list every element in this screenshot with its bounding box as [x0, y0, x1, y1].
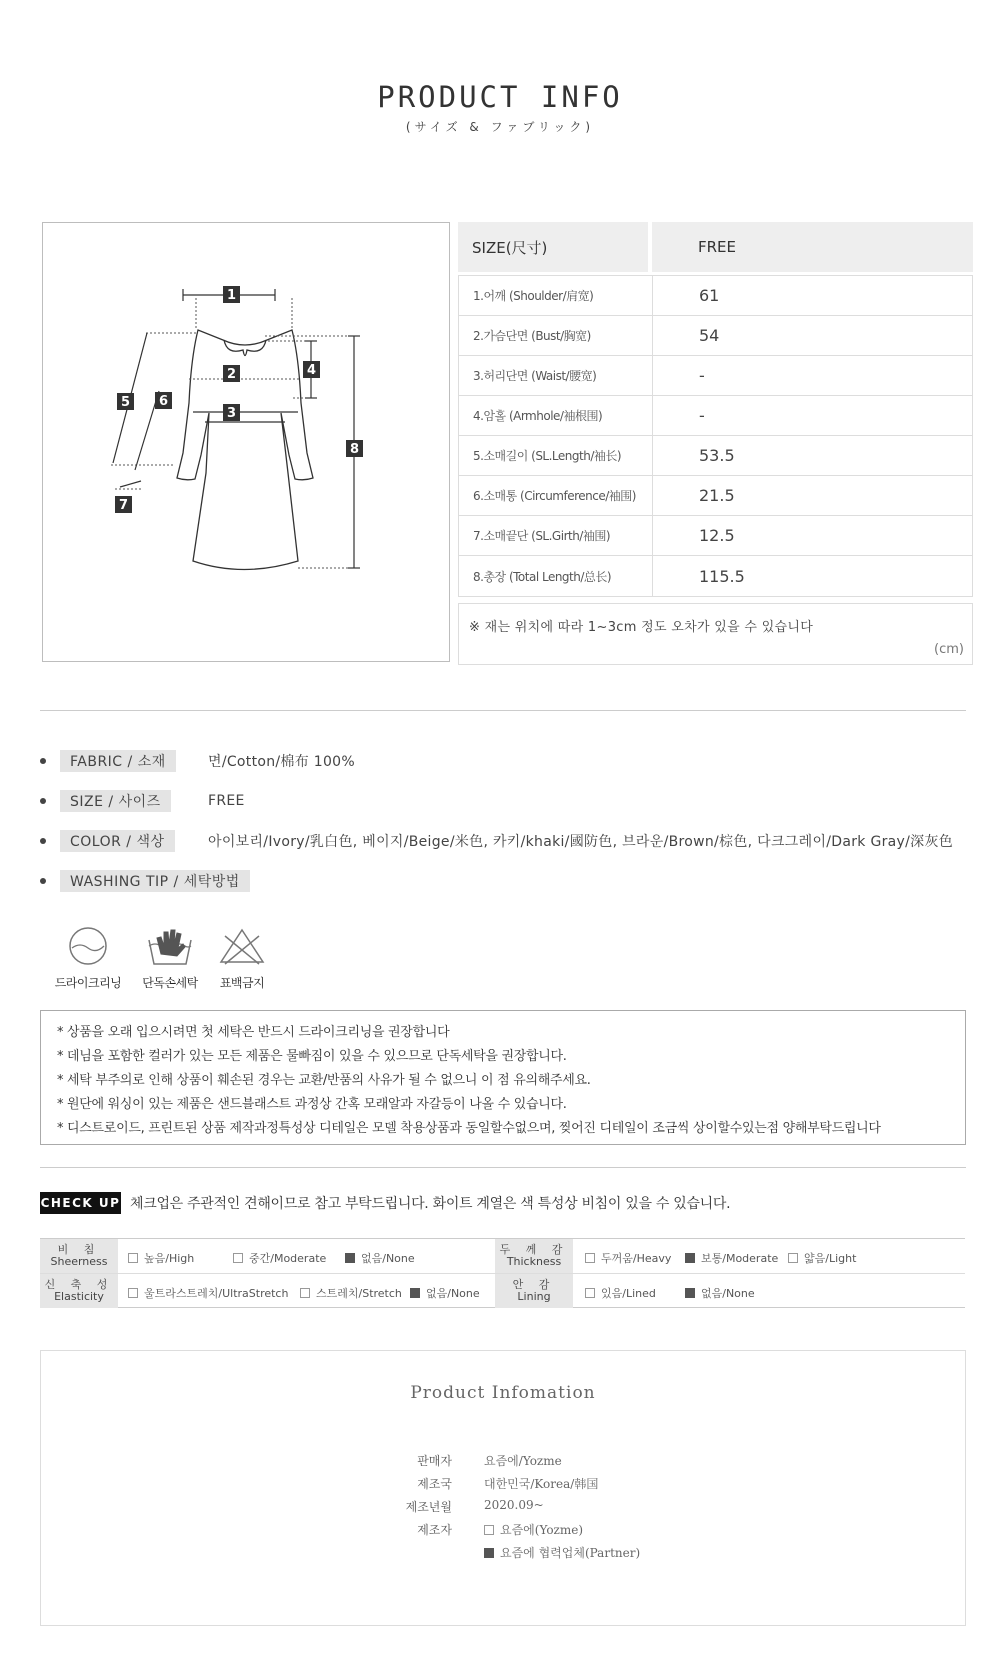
thickness-option-heavy[interactable] — [585, 1250, 671, 1266]
size-diagram — [42, 222, 450, 662]
unit-label: (cm) — [934, 642, 964, 657]
country-label: 제조국 — [417, 1477, 452, 1491]
option-label: 울트라스트레치/UltraStretch — [144, 1287, 289, 1300]
row-label: 2.가슴단면 (Bust/胸宽) — [459, 316, 653, 355]
marker-5-label: 5 — [120, 395, 131, 410]
checkbox-checked-icon — [410, 1288, 420, 1298]
country-value: 대한민국/Korea/韩国 — [484, 1477, 599, 1491]
table-row — [459, 476, 972, 516]
no-bleach-label: 표백금지 — [219, 976, 265, 990]
option-label: 없음/None — [701, 1287, 755, 1300]
lining-option-none[interactable] — [685, 1285, 755, 1301]
row-label: 5.소매길이 (SL.Length/袖长) — [459, 436, 653, 475]
maker-option-partner[interactable] — [484, 1544, 640, 1561]
bullet-icon — [40, 758, 46, 764]
marker-4-label: 4 — [306, 363, 317, 378]
check-up-badge: CHECK UP — [40, 1192, 121, 1214]
checkbox-icon — [128, 1253, 138, 1263]
row-value: - — [699, 406, 705, 425]
lining-label-en: Lining — [517, 1290, 551, 1303]
checkbox-checked-icon — [685, 1253, 695, 1263]
size-table-header — [458, 222, 973, 272]
seller-label: 판매자 — [417, 1454, 452, 1468]
sheerness-label — [40, 1239, 118, 1273]
fabric-value: 면/Cotton/棉布 100% — [208, 754, 355, 770]
size-value: FREE — [208, 793, 245, 809]
no-bleach-icon — [217, 924, 267, 968]
checkbox-checked-icon — [345, 1253, 355, 1263]
measurement-note-text: ※ 재는 위치에 따라 1~3cm 정도 오차가 있을 수 있습니다 — [469, 620, 814, 635]
row-value: 61 — [699, 286, 720, 305]
marker-3-label: 3 — [226, 406, 237, 421]
row-value: 21.5 — [699, 486, 735, 505]
option-label: 요즘에(Yozme) — [500, 1523, 584, 1537]
option-label: 요즘에 협력업체(Partner) — [500, 1546, 641, 1560]
option-label: 두꺼움/Heavy — [601, 1252, 672, 1265]
color-row — [40, 831, 954, 851]
table-row — [459, 356, 972, 396]
notice-line: * 세탁 부주의로 인해 상품이 훼손된 경우는 교환/반품의 사유가 될 수 없으니 이 점 유의해주세요. — [57, 1073, 591, 1088]
elasticity-option-none[interactable] — [410, 1285, 480, 1301]
product-information — [40, 1350, 966, 1626]
notice-line: * 데님을 포함한 컬러가 있는 모든 제품은 물빠짐이 있을 수 있으므로 단독세탁을 권장합니다. — [57, 1049, 567, 1064]
thickness-label-en: Thickness — [506, 1255, 562, 1268]
care-notice — [40, 1010, 966, 1145]
elasticity-label-en: Elasticity — [54, 1290, 104, 1303]
notice-line: * 디스트로이드, 프린트된 상품 제작과정특성상 디테일은 모델 착용상품과 동일할수없으며, 찢어진 디테일이 조금씩 상이할수있는점 양해부탁드립니다 — [57, 1121, 881, 1136]
marker-2-label: 2 — [226, 367, 237, 382]
dress-illustration — [43, 223, 449, 661]
check-up-text: 체크업은 주관적인 견해이므로 참고 부탁드립니다. 화이트 계열은 색 특성상 비침이 있을 수 있습니다. — [130, 1196, 731, 1212]
table-row — [459, 316, 972, 356]
checkbox-checked-icon — [484, 1548, 494, 1558]
lining-option-lined[interactable] — [585, 1285, 656, 1301]
sheerness-option-moderate[interactable] — [233, 1250, 326, 1266]
checkbox-icon — [585, 1253, 595, 1263]
elasticity-label-ko: 신 축 성 — [44, 1278, 114, 1291]
size-label: SIZE / 사이즈 — [60, 790, 171, 812]
table-row — [459, 516, 972, 556]
lining-label-ko: 안 감 — [512, 1278, 556, 1291]
size-header-value: FREE — [652, 222, 973, 272]
table-row — [459, 396, 972, 436]
checkbox-icon — [300, 1288, 310, 1298]
table-row — [459, 276, 972, 316]
washing-label: WASHING TIP / 세탁방법 — [60, 870, 250, 892]
option-label: 얇음/Light — [804, 1252, 857, 1265]
page-title: PRODUCT INFO — [377, 80, 623, 114]
table-row — [459, 556, 972, 596]
page-subtitle: (サイズ & ファブリック) — [405, 120, 595, 134]
row-value: 53.5 — [699, 446, 735, 465]
row-value: 54 — [699, 326, 720, 345]
checkbox-icon — [788, 1253, 798, 1263]
sheerness-label-en: Sheerness — [50, 1255, 108, 1268]
row-label: 3.허리단면 (Waist/腰宽) — [459, 356, 653, 395]
option-label: 높음/High — [144, 1252, 195, 1265]
thickness-option-moderate[interactable] — [685, 1250, 778, 1266]
hand-wash-icon — [145, 924, 195, 968]
sheerness-label-ko: 비 침 — [57, 1243, 101, 1256]
checkbox-icon — [484, 1525, 494, 1535]
row-label: 8.총장 (Total Length/总长) — [459, 556, 653, 596]
thickness-option-light[interactable] — [788, 1250, 856, 1266]
elasticity-option-stretch[interactable] — [300, 1285, 402, 1301]
row-label: 1.어깨 (Shoulder/肩宽) — [459, 276, 653, 315]
bullet-icon — [40, 838, 46, 844]
row-label: 4.암홀 (Armhole/袖根围) — [459, 396, 653, 435]
table-row — [459, 436, 972, 476]
bullet-icon — [40, 878, 46, 884]
checkbox-checked-icon — [685, 1288, 695, 1298]
option-label: 스트레치/Stretch — [316, 1287, 402, 1300]
seller-value: 요즘에/Yozme — [484, 1454, 562, 1468]
thickness-label — [495, 1239, 573, 1273]
sheerness-option-none[interactable] — [345, 1250, 415, 1266]
elasticity-label — [40, 1274, 118, 1308]
hand-wash-label: 단독손세탁 — [142, 976, 198, 990]
measurement-note — [458, 603, 973, 665]
elasticity-option-ultrastretch[interactable] — [128, 1285, 288, 1301]
row-label: 7.소매끝단 (SL.Girth/袖围) — [459, 516, 653, 555]
size-table — [458, 222, 973, 597]
product-information-title: Product Infomation — [410, 1383, 596, 1403]
row-label: 6.소매통 (Circumference/袖围) — [459, 476, 653, 515]
option-label: 보통/Moderate — [701, 1252, 779, 1265]
lining-label — [495, 1274, 573, 1308]
row-value: - — [699, 366, 705, 385]
option-label: 없음/None — [361, 1252, 415, 1265]
checkbox-icon — [585, 1288, 595, 1298]
marker-1-label: 1 — [226, 288, 237, 303]
manufacture-date-value: 2020.09~ — [484, 1498, 544, 1512]
color-value: 아이보리/Ivory/乳白色, 베이지/Beige/米色, 카키/khaki/國防色, 브라운/Brown/棕色, 다크그레이/Dark Gray/深灰色 — [208, 834, 954, 850]
dry-clean-label: 드라이크리닝 — [54, 976, 122, 990]
marker-7-label: 7 — [118, 498, 129, 513]
color-label: COLOR / 색상 — [60, 830, 175, 852]
sheerness-option-high[interactable] — [128, 1250, 194, 1266]
fabric-row — [40, 751, 355, 771]
notice-line: * 상품을 오래 입으시려면 첫 세탁은 반드시 드라이크리닝을 권장합니다 — [57, 1025, 450, 1040]
thickness-label-ko: 두 께 감 — [499, 1243, 569, 1256]
size-row — [40, 791, 245, 811]
marker-6-label: 6 — [158, 394, 169, 409]
row-value: 12.5 — [699, 526, 735, 545]
marker-8-label: 8 — [349, 442, 360, 457]
dry-clean-icon — [63, 924, 113, 968]
bullet-icon — [40, 798, 46, 804]
fabric-label: FABRIC / 소재 — [60, 750, 176, 772]
maker-label: 제조자 — [417, 1523, 452, 1537]
maker-option-yozme[interactable] — [484, 1521, 583, 1538]
option-label: 있음/Lined — [601, 1287, 656, 1300]
notice-line: * 원단에 워싱이 있는 제품은 샌드블래스트 과정상 간혹 모래알과 자갈등이 나올 수 있습니다. — [57, 1097, 567, 1112]
row-value: 115.5 — [699, 566, 745, 586]
washing-row — [40, 871, 250, 891]
divider — [40, 710, 966, 711]
size-header-label: SIZE(尺寸) — [458, 222, 648, 272]
checkbox-icon — [128, 1288, 138, 1298]
option-label: 없음/None — [426, 1287, 480, 1300]
option-label: 중간/Moderate — [249, 1252, 327, 1265]
divider — [40, 1167, 966, 1168]
fabric-properties-table — [40, 1238, 965, 1308]
manufacture-date-label: 제조년월 — [405, 1500, 452, 1514]
checkbox-icon — [233, 1253, 243, 1263]
